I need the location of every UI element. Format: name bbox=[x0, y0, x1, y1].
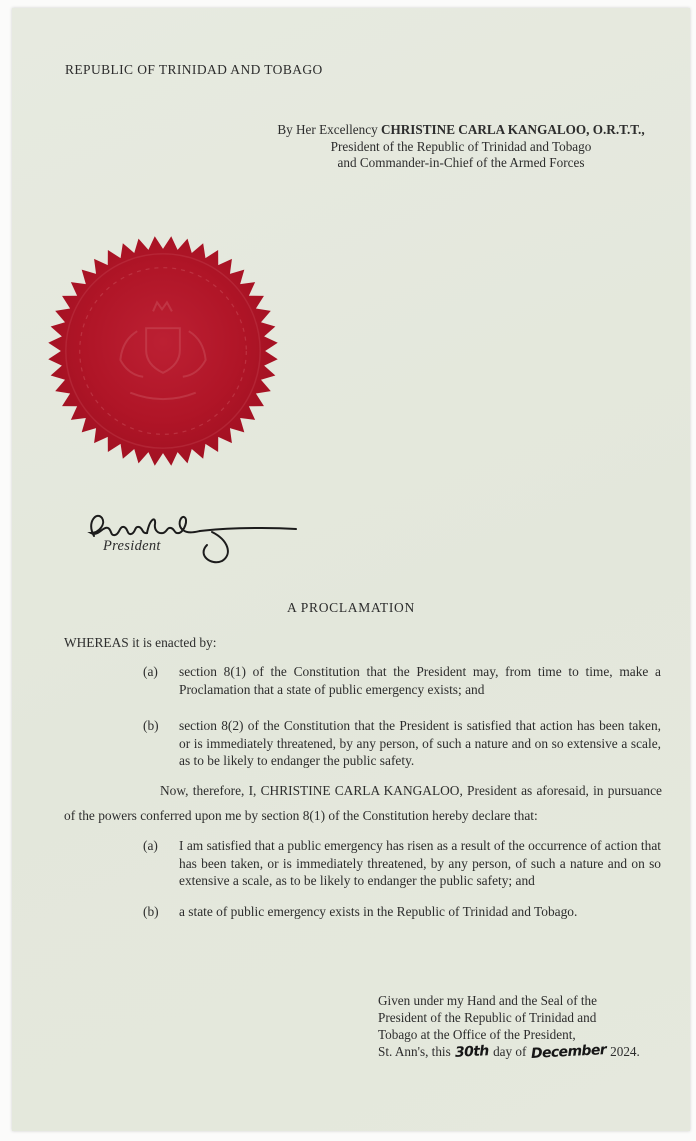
whereas-list bbox=[143, 663, 661, 789]
item-text: section 8(2) of the Constitution that the President is satisfied that action has been taken, or is immediately threatened, by any person, of such a nature and on so extensive a scale, as to be likely to endanger the public safety. bbox=[179, 718, 661, 768]
list-item bbox=[143, 903, 661, 921]
list-item bbox=[143, 663, 661, 698]
closing-suffix: 2024. bbox=[610, 1044, 640, 1059]
issuer-title-line-2: and Commander-in-Chief of the Armed Forces bbox=[337, 155, 585, 170]
testimonium-line: Tobago at the Office of the President, bbox=[378, 1027, 576, 1042]
issuer-name: CHRISTINE CARLA KANGALOO, O.R.T.T., bbox=[380, 122, 645, 137]
issuer-block bbox=[257, 122, 665, 172]
whereas-intro: WHEREAS it is enacted by: bbox=[64, 635, 217, 650]
signature-title: President bbox=[103, 538, 161, 554]
issuer-title-line-1: President of the Republic of Trinidad and Tobago bbox=[330, 138, 592, 154]
signature-block bbox=[70, 492, 300, 582]
red-embossed-seal-icon bbox=[44, 232, 282, 470]
item-text: section 8(1) of the Constitution that the President may, from time to time, make a Proclamation that a state of public emergency exists; and bbox=[179, 664, 661, 697]
issuer-line bbox=[257, 122, 665, 139]
declaration-intro: Now, therefore, I, CHRISTINE CARLA KANGALOO, President as aforesaid, in pursuance of the powers conferred upon me by section 8(1) of the Constitution hereby declare that: bbox=[64, 783, 662, 823]
testimonium-closing-line bbox=[378, 1043, 674, 1061]
handwritten-day: 30th bbox=[454, 1043, 490, 1061]
country-header: REPUBLIC OF TRINIDAD AND TOBAGO bbox=[65, 62, 323, 77]
proclamation-heading: A PROCLAMATION bbox=[287, 600, 415, 615]
closing-prefix: St. Ann's, this bbox=[378, 1044, 451, 1059]
item-label: (a) bbox=[143, 838, 158, 853]
list-item bbox=[143, 837, 661, 890]
handwritten-month: December bbox=[530, 1042, 607, 1062]
testimonium-line: President of the Republic of Trinidad and bbox=[378, 1010, 597, 1025]
item-label: (b) bbox=[143, 718, 159, 733]
item-text: I am satisfied that a public emergency has risen as a result of the occurrence of action that has been taken, or is immediately threatened, by any person, of such a nature and on so extensive a scale, as to be likely to endanger the public safety; and bbox=[179, 838, 661, 888]
item-label: (a) bbox=[143, 664, 158, 679]
testimonium-line: Given under my Hand and the Seal of the bbox=[378, 993, 597, 1008]
issuer-prefix: By Her Excellency bbox=[277, 122, 381, 137]
item-text: a state of public emergency exists in the Republic of Trinidad and Tobago. bbox=[179, 903, 578, 919]
item-label: (b) bbox=[143, 903, 159, 919]
testimonium-block bbox=[378, 992, 674, 1061]
proclamation-page bbox=[12, 8, 690, 1131]
declaration-list bbox=[143, 837, 661, 933]
presidential-signature-icon bbox=[70, 492, 300, 572]
closing-mid: day of bbox=[493, 1044, 527, 1059]
list-item bbox=[143, 717, 661, 770]
